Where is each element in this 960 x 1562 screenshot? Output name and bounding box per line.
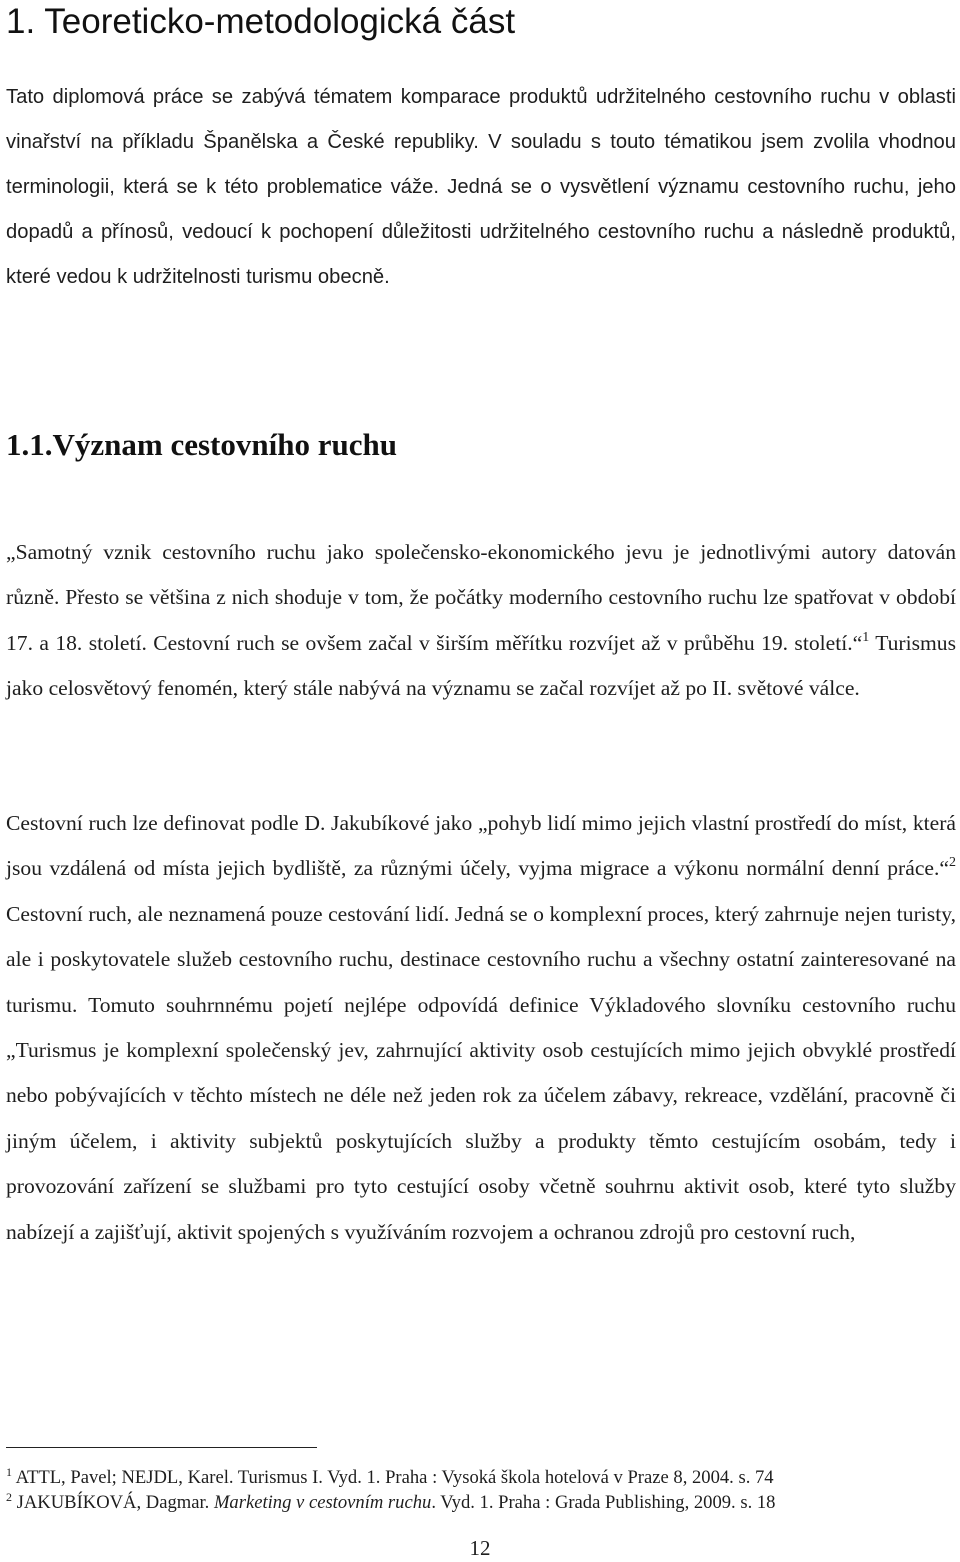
paragraph-history-text-b: Turismus jako celosvětový fenomén, který stále nabývá na významu se začal rozvíjet až po II. světové válce. [6,630,957,701]
paragraph-history-text-a: „Samotný vznik cestovního ruchu jako společensko-ekonomického jevu je jednotlivými autory datován různě. Přesto se většina z nich shoduje v tom, že počátky moderního cestovního ruchu lze spatřovat v období 17. a 18. století. Cestovní ruch se ovšem začal v širším měřítku rozvíjet až v průběhu 19. století.“ [6,540,956,655]
footnote-separator [6,1447,317,1448]
footnote-1-text: ATTL, Pavel; NEJDL, Karel. Turismus I. Vyd. 1. Praha : Vysoká škola hotelová v Praze 8, 2004. s. 74 [12,1467,774,1488]
footnote-1 [6,1466,774,1490]
footnote-ref-1[interactable]: 1 [862,629,870,645]
intro-paragraph: Tato diplomová práce se zabývá tématem komparace produktů udržitelného cestovního ruchu v oblasti vinařství na příkladu Španělska a České republiky. V souladu s touto tématikou jsem zvolila vhodnou terminologii, která se k této problematice váže. Jedná se o vysvětlení významu cestovního ruchu, jeho dopadů a přínosů, vedoucí k pochopení důležitosti udržitelného cestovního ruchu a následně produktů, které vedou k udržitelnosti turismu obecně. [6,86,956,288]
paragraph-definition-text-b: Cestovní ruch, ale neznamená pouze cestování lidí. Jedná se o komplexní proces, který zahrnuje nejen turisty, ale i poskytovatele služeb cestovního ruchu, destinace cestovního ruchu a všechny ostatní zainteresované na turismu. Tomuto souhrnnému pojetí nejlépe odpovídá definice Výkladového slovníku cestovního ruchu „Turismus je komplexní společenský jev, zahrnující aktivity osob cestujících mimo jejich obvyklé prostředí nebo pobývajících v těchto místech ne déle než jeden rok za účelem zábavy, rekreace, vzdělání, pracovně či jiným účelem, i aktivity subjektů poskytujících služby a produkty těmto cestujícím osobám, tedy i provozování zařízení se službami pro tyto cestující osoby včetně souhrnu aktivit osob, které tyto služby nabízejí a zajišťují, aktivit spojených s využíváním rozvojem a ochranou zdrojů pro cestovní ruch, [6,901,956,1244]
footnote-2-text-after: . Vyd. 1. Praha : Grada Publishing, 2009. s. 18 [431,1492,776,1513]
chapter-heading: 1. Teoreticko-metodologická část [6,2,516,41]
footnote-ref-2[interactable]: 2 [949,855,956,871]
footnote-2-text-before: JAKUBÍKOVÁ, Dagmar. [12,1492,214,1513]
page-number: 12 [469,1536,491,1560]
paragraph-history [6,530,956,712]
footnote-2 [6,1491,775,1515]
paragraph-definition [6,801,956,1255]
section-heading: 1.1.Význam cestovního ruchu [6,427,397,462]
footnote-2-number: 2 [6,1490,12,1504]
paragraph-definition-text-a: Cestovní ruch lze definovat podle D. Jakubíkové jako „pohyb lidí mimo jejich vlastní prostředí do míst, která jsou vzdálená od místa jejich bydliště, za různými účely, vyjma migrace a výkonu normální denní práce.“ [6,811,956,881]
footnote-1-number: 1 [6,1465,12,1479]
footnote-2-title: Marketing v cestovním ruchu [213,1492,432,1513]
